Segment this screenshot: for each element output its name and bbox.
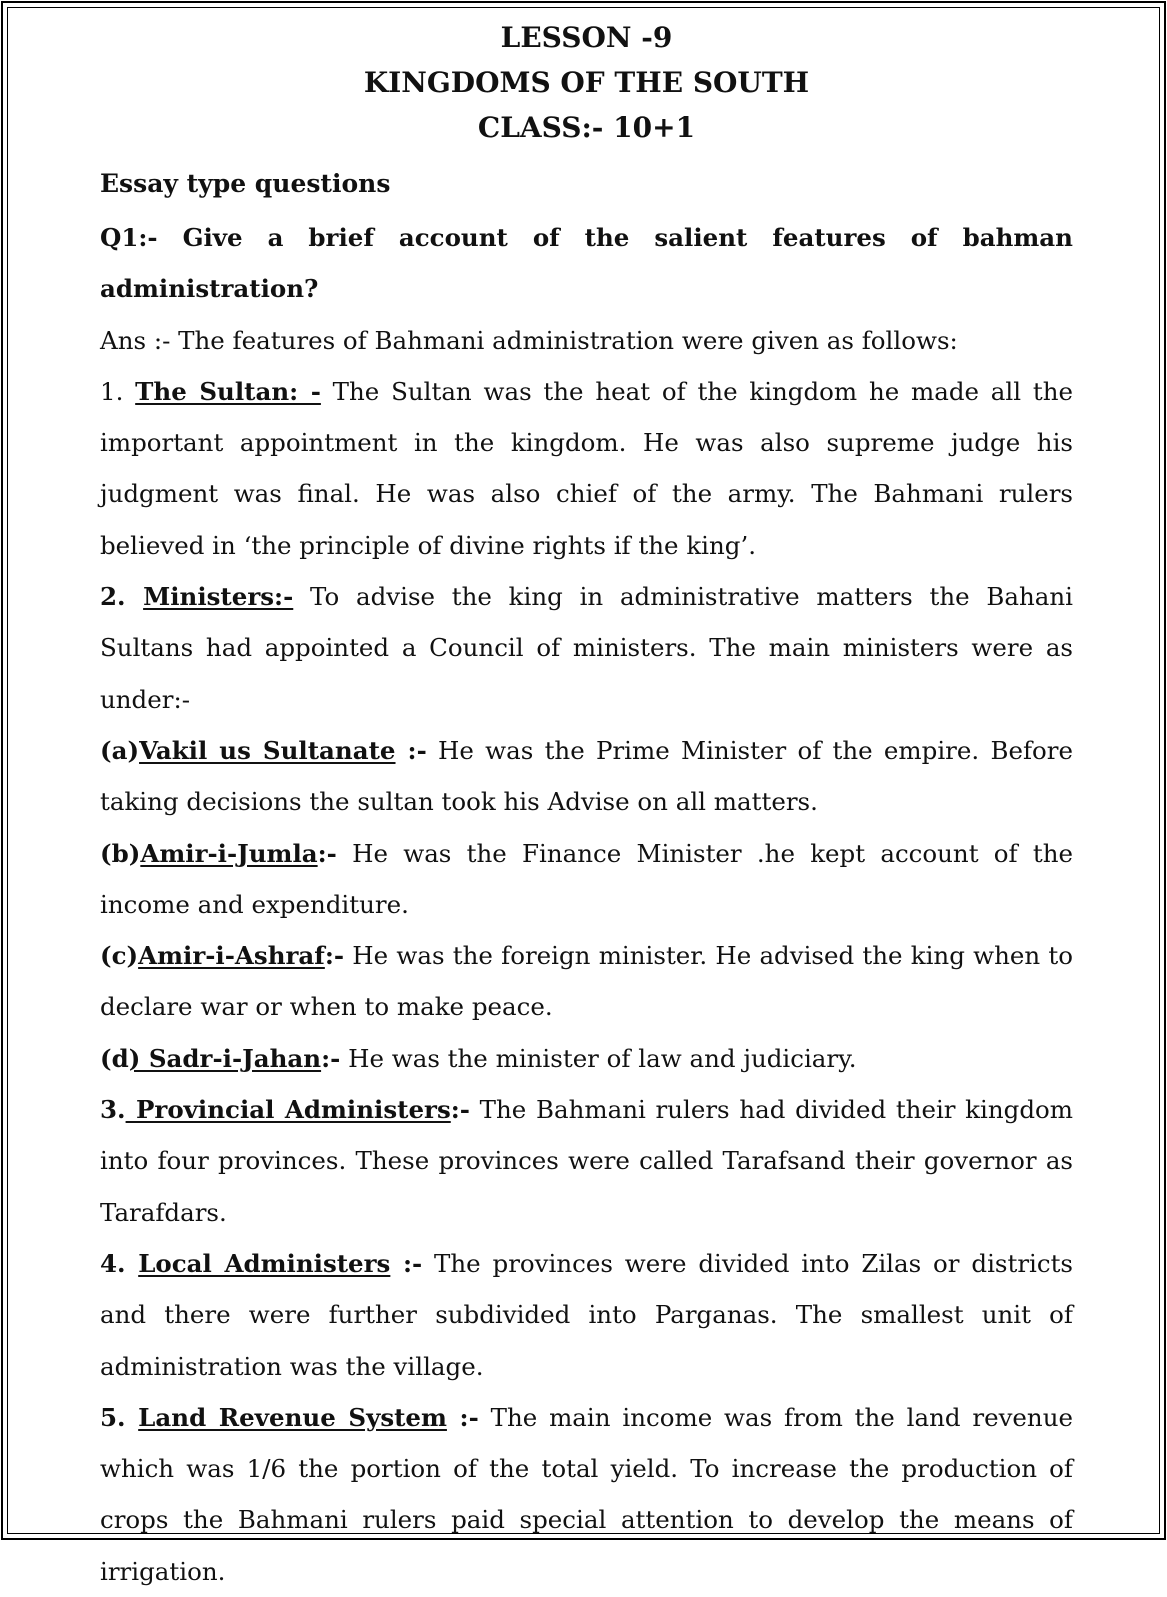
point-text: The Bahmani rulers had divided their kingdom into four provinces. These provinces were called Tarafsand their governor as Tarafdars. [100,1095,1073,1227]
point-prefix: 1. [100,376,136,406]
point-suffix: :- [395,735,427,765]
point-heading: The Sultan: - [135,376,321,406]
document-body [100,8,1073,1597]
point-suffix: :- [390,1248,423,1278]
point-text: He was the minister of law and judiciary. [340,1043,857,1073]
point-prefix: (d [100,1043,129,1073]
point-heading: Local Administers [138,1248,391,1278]
class-label: CLASS:- 10+1 [477,111,696,144]
point-heading: Vakil us Sultanate [139,735,396,765]
point-text: The Sultan was the heat of the kingdom he made all the important appointment in the kingdom. He was also supreme judge his judgment was final. He was also chief of the army. The Bahmani rulers believed in ‘the principle of divine rights if the king’. [100,376,1073,560]
point-suffix: :- [450,1095,470,1125]
point-local-administers [100,1238,1073,1392]
point-text: He was the foreign minister. He advised the king when to declare war or when to make peace. [100,941,1073,1022]
point-prefix: (b) [100,838,141,868]
point-text: He was the Prime Minister of the empire. Before taking decisions the sultan took his Advise on all matters. [100,735,1073,817]
point-prefix: 4. [100,1248,139,1278]
point-heading: ) Sadr-i-Jahan [128,1043,322,1073]
point-suffix: :- [446,1402,479,1432]
point-heading: Ministers:- [143,582,294,612]
point-ministers [100,571,1073,725]
point-text: He was the Finance Minister .he kept account of the income and expenditure. [100,838,1073,919]
point-suffix: :- [324,941,345,971]
point-vakil-us-sultanate [100,725,1073,828]
point-provincial-administers [100,1084,1073,1238]
point-prefix: 5. [100,1402,139,1432]
point-sultan [100,366,1073,571]
point-heading: Amir-i-Ashraf [138,941,325,971]
point-amir-i-ashraf [100,930,1073,1033]
point-land-revenue-system [100,1392,1073,1597]
point-amir-i-jumla [100,828,1073,931]
point-prefix: (c) [100,941,139,971]
point-prefix: 3. [100,1095,126,1125]
section-heading: Essay type questions [100,169,391,198]
point-suffix: :- [321,1043,341,1073]
point-text: To advise the king in administrative matters the Bahani Sultans had appointed a Council of ministers. The main ministers were as under:- [100,582,1074,714]
point-prefix: 2. [100,582,144,612]
lesson-number: LESSON -9 [500,21,673,54]
point-heading: Land Revenue System [138,1402,447,1432]
lesson-title: KINGDOMS OF THE SOUTH [363,66,810,99]
point-prefix: (a) [100,735,140,765]
page-border-inner [7,7,1160,1586]
point-heading: Provincial Administers [125,1095,451,1125]
document-header [100,15,1073,150]
point-text: The main income was from the land revenue which was 1/6 the portion of the total yield. To increase the production of crops the Bahmani rulers paid special attention to develop the means of irrigation. [100,1402,1073,1586]
point-heading: Amir-i-Jumla [140,838,318,868]
point-suffix: :- [317,838,337,868]
point-sadr-i-jahan [100,1033,1073,1084]
answer-intro: Ans :- The features of Bahmani administration were given as follows: [100,325,958,355]
question: Q1:- Give a brief account of the salient features of bahman administration? [100,223,1073,304]
point-text: The provinces were divided into Zilas or districts and there were further subdivided into Parganas. The smallest unit of administration was the village. [100,1248,1074,1381]
